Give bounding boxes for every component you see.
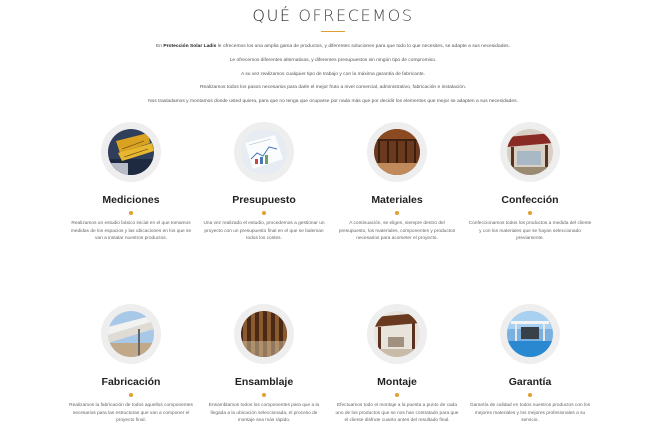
- service-description: A continuación, se eligen, siempre dentro del presupuesto, los materiales, componentes y productos necesarios para acometer el proyecto.: [338, 221, 456, 241]
- accent-dot: [129, 211, 133, 215]
- service-description: Realizamos un estudio básico inicial en el que tomamos medidas de los espacios y las ubicaciones en los que se van a instalar nuestros productos.: [70, 221, 192, 241]
- intro-text: [80, 44, 586, 113]
- accent-dot: [528, 211, 532, 215]
- awning-structure-photo: [108, 311, 154, 357]
- section-title-part2: OFRECEMOS: [298, 6, 414, 25]
- service-title: Fabricación: [101, 376, 161, 388]
- service-title: Garantía: [508, 376, 552, 388]
- service-description: Garantía de calidad en todos nuestros productos con los mejores materiales y los mejores profesionales a su servicio.: [469, 403, 591, 423]
- service-title: Confección: [501, 194, 559, 206]
- installed-pergola-photo: [374, 311, 420, 357]
- accent-dot: [262, 393, 266, 397]
- service-description: Efectuamos todo el montaje a la puesta a punto de cada uno de los productos que se nos han contratado para que el cliente disfrute cuanto antes del resultado final.: [335, 403, 459, 423]
- service-description: Realizamos la fabricación de todos aquellos componentes necesarios para las estructuras que van a componer el proyecto final.: [69, 403, 193, 423]
- intro-line-2: Le ofrecemos diferentes alternativas, y diferentes presupuestos sin ningún tipo de compromiso.: [229, 57, 437, 63]
- wood-slats-photo: [241, 311, 287, 357]
- wooden-pergola-photo: [374, 129, 420, 175]
- service-title: Materiales: [371, 194, 423, 206]
- accent-dot: [262, 211, 266, 215]
- service-description: Una vez realizado el estudio, procedemos a gestionar un proyecto con un presupuesto final en el que se baleman todos los costes.: [203, 221, 325, 241]
- intro-line-5: Nos trasladamos y montamos donde usted quiera, para que no tenga que ocuparse por nada más que por decidir los elementos que mejor se adapten a sus necesidades.: [148, 99, 518, 105]
- budget-documents-photo: [241, 129, 287, 175]
- service-title: Montaje: [377, 376, 417, 388]
- poolside-pergola-photo: [507, 311, 553, 357]
- service-title: Presupuesto: [232, 194, 296, 206]
- service-description: Confeccionamos todos los productos a medida del cliente y con los materiales que se hayan seleccionado previamente.: [468, 221, 592, 241]
- service-title: Ensamblaje: [234, 376, 294, 388]
- service-description: Ensamblamos todos los componentes para que a la llegada a la ubicación seleccionada, el proceso de montaje sea más rápido.: [208, 403, 320, 423]
- tape-measure-photo: [108, 129, 154, 175]
- accent-dot: [129, 393, 133, 397]
- section-title: [0, 6, 666, 25]
- intro-line-3: A su vez realizamos cualquier tipo de trabajo y con la máxima garantía de fabricante.: [240, 71, 426, 77]
- title-underline: [321, 31, 345, 32]
- porch-awning-photo: [507, 129, 553, 175]
- accent-dot: [528, 393, 532, 397]
- accent-dot: [395, 211, 399, 215]
- accent-dot: [395, 393, 399, 397]
- company-name: Protección Solar Ladis: [163, 44, 217, 49]
- service-title: Mediciones: [102, 194, 160, 206]
- section-title-part1: QUÉ: [252, 6, 292, 25]
- intro-line-4: Realizamos todos los pasos necesarios para darle el mejor fruto a nivel comercial, administrativo, fabricación e instalación.: [199, 85, 467, 91]
- intro-line-1: En Protección Solar Ladis le ofrecemos los una amplia gama de productos, y diferentes soluciones para que todo lo que necesites, se adapte a sus necesidades.: [156, 44, 510, 49]
